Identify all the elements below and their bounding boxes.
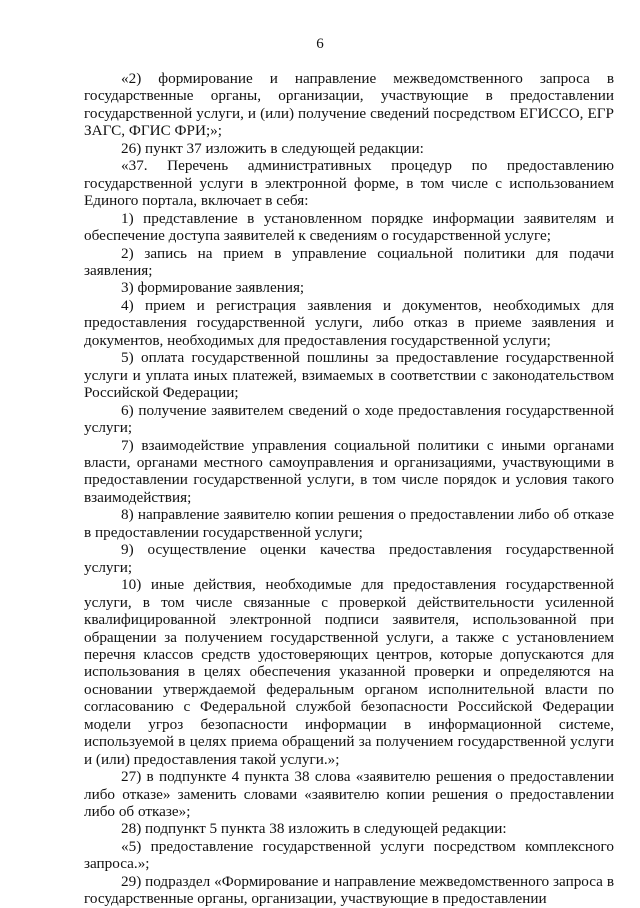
paragraph: 6) получение заявителем сведений о ходе предоставления государственной услуги; [84,401,614,437]
paragraph: 9) осуществление оценки качества предоставления государственной услуги; [84,541,614,576]
document-body [84,70,614,908]
paragraph: 27) в подпункте 4 пункта 38 слова «заявителю решения о предоставлении либо отказе» заменить словами «заявителю копии решения о предоставлении либо об отказе»; [84,768,614,821]
paragraph: 5) оплата государственной пошлины за предоставление государственной услуги и уплата иных платежей, взимаемых в соответствии с законодательством Российской Федерации; [84,349,614,402]
paragraph: 3) формирование заявления; [121,279,305,297]
paragraph: 7) взаимодействие управления социальной политики с иными органами власти, органами местного самоуправления и организациями, участвующими в предоставлении государственной услуги, в том числе порядок и условия такого взаимодействия; [84,436,614,506]
paragraph: 8) направление заявителю копии решения о предоставлении либо об отказе в предоставлении государственной услуги; [84,506,614,541]
paragraph: «37. Перечень административных процедур по предоставлению государственной услуги в электронной форме, в том числе с использованием Единого портала, включает в себя: [84,157,614,210]
paragraph: «2) формирование и направление межведомственного запроса в государственные органы, организации, участвующие в предоставлении государственной услуги, и (или) получение сведений посредством ЕГИССО, ЕГР ЗАГС, ФГИС ФРИ;»; [84,70,614,140]
paragraph: 2) запись на прием в управление социальной политики для подачи заявления; [84,244,614,279]
paragraph: «5) предоставление государственной услуги посредством комплексного запроса.»; [84,837,614,873]
paragraph: 29) подраздел «Формирование и направление межведомственного запроса в государственные органы, организации, участвующие в предоставлении [84,872,614,908]
page-number: 6 [316,36,324,52]
paragraph: 4) прием и регистрация заявления и документов, необходимых для предоставления государственной услуги, либо отказ в приеме заявления и документов, необходимых для предоставления государственной услуги; [84,296,614,349]
paragraph: 1) представление в установленном порядке информации заявителям и обеспечение доступа заявителей к сведениям о государственной услуге; [84,209,614,245]
paragraph: 10) иные действия, необходимые для предоставления государственной услуги, в том числе связанные с проверкой действительности усиленной квалифицированной электронной подписи заявителя, использованной при обращении за получением государственной услуги, а также с установлением перечня классов средств удостоверяющих центров, которые допускаются для использования в целях обеспечения указанной проверки и определяются на основании утверждаемой федеральным органом исполнительной власти по согласованию с Федеральной службой безопасности Российской Федерации модели угроз безопасности информации в информационной системе, используемой в целях приема обращений за получением государственной услуги и (или) предоставления такой услуги.»; [84,576,614,768]
paragraph: 26) пункт 37 изложить в следующей редакции: [121,139,424,157]
paragraph: 28) подпункт 5 пункта 38 изложить в следующей редакции: [121,820,507,838]
